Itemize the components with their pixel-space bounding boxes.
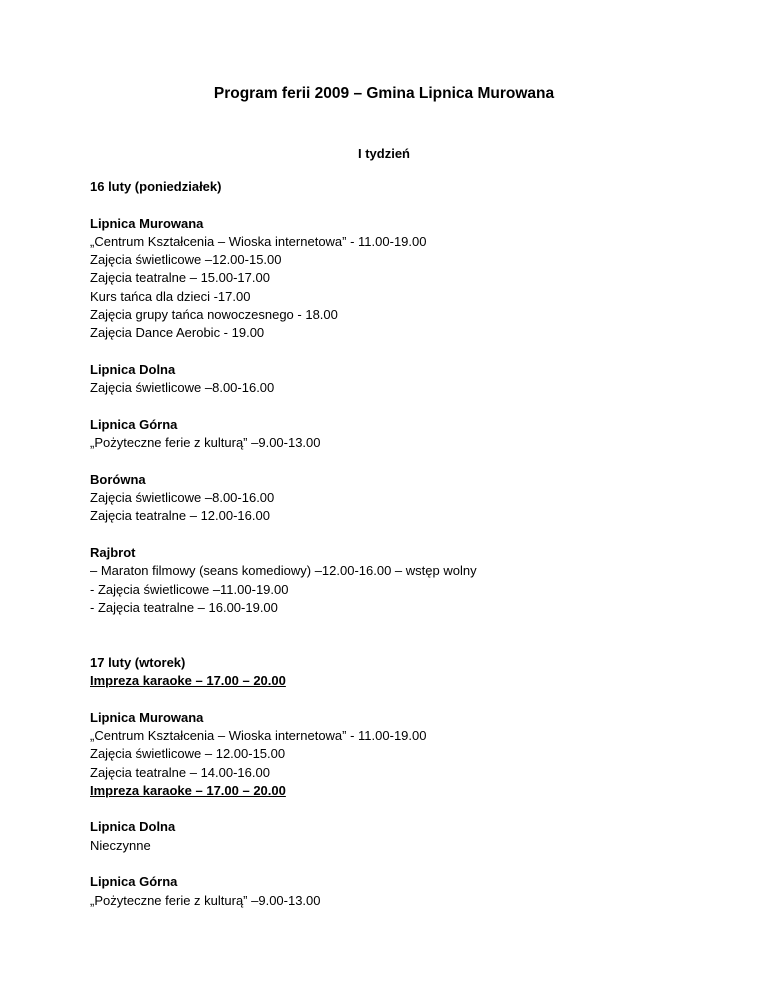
location-section [90,818,690,855]
schedule-line: Zajęcia grupy tańca nowoczesnego - 18.00 [90,307,338,323]
location-section [90,416,690,453]
schedule-line: - Zajęcia świetlicowe –11.00-19.00 [90,581,289,597]
schedule-line: Zajęcia teatralne – 12.00-16.00 [90,508,270,524]
schedule-line: „Centrum Kształcenia – Wioska internetowa” - 11.00-19.00 [90,727,427,743]
location-section [90,709,690,800]
location-name: Lipnica Murowana [90,709,204,725]
schedule-line: Zajęcia świetlicowe –8.00-16.00 [90,490,275,506]
location-name: Lipnica Dolna [90,361,176,377]
location-section [90,544,690,617]
schedule-line: Zajęcia teatralne – 15.00-17.00 [90,270,270,286]
schedule-line: - Zajęcia teatralne – 16.00-19.00 [90,599,278,615]
schedule-line: – Maraton filmowy (seans komediowy) –12.00-16.00 – wstęp wolny [90,563,477,579]
location-section [90,873,690,910]
schedule-line: Zajęcia Dance Aerobic - 19.00 [90,325,265,341]
schedule-line: Zajęcia świetlicowe –8.00-16.00 [90,380,275,396]
location-name: Rajbrot [90,544,136,560]
schedule-line: Zajęcia świetlicowe –12.00-15.00 [90,252,282,268]
schedule-line: Zajęcia teatralne – 14.00-16.00 [90,764,270,780]
day-heading: 16 luty (poniedziałek) [90,179,222,194]
week-heading: I tydzień [357,146,410,161]
event-highlight: Impreza karaoke – 17.00 – 20.00 [90,782,286,798]
location-name: Lipnica Górna [90,416,178,432]
location-section [90,471,690,526]
document-content [90,178,690,910]
location-section [90,215,690,343]
schedule-line: „Pożyteczne ferie z kulturą” –9.00-13.00 [90,435,321,451]
document-title: Program ferii 2009 – Gmina Lipnica Murowana [213,85,555,102]
day-heading: 17 luty (wtorek) [90,654,186,670]
schedule-line: „Pożyteczne ferie z kulturą” –9.00-13.00 [90,892,321,908]
location-name: Lipnica Dolna [90,819,176,835]
schedule-line: Zajęcia świetlicowe – 12.00-15.00 [90,746,286,762]
location-section [90,361,690,398]
location-name: Lipnica Murowana [90,215,204,231]
event-highlight: Impreza karaoke – 17.00 – 20.00 [90,673,286,689]
location-name: Lipnica Górna [90,874,178,890]
schedule-line: Kurs tańca dla dzieci -17.00 [90,288,251,304]
location-name: Borówna [90,471,146,487]
schedule-line: „Centrum Kształcenia – Wioska internetowa” - 11.00-19.00 [90,233,427,249]
schedule-line: Nieczynne [90,837,151,853]
